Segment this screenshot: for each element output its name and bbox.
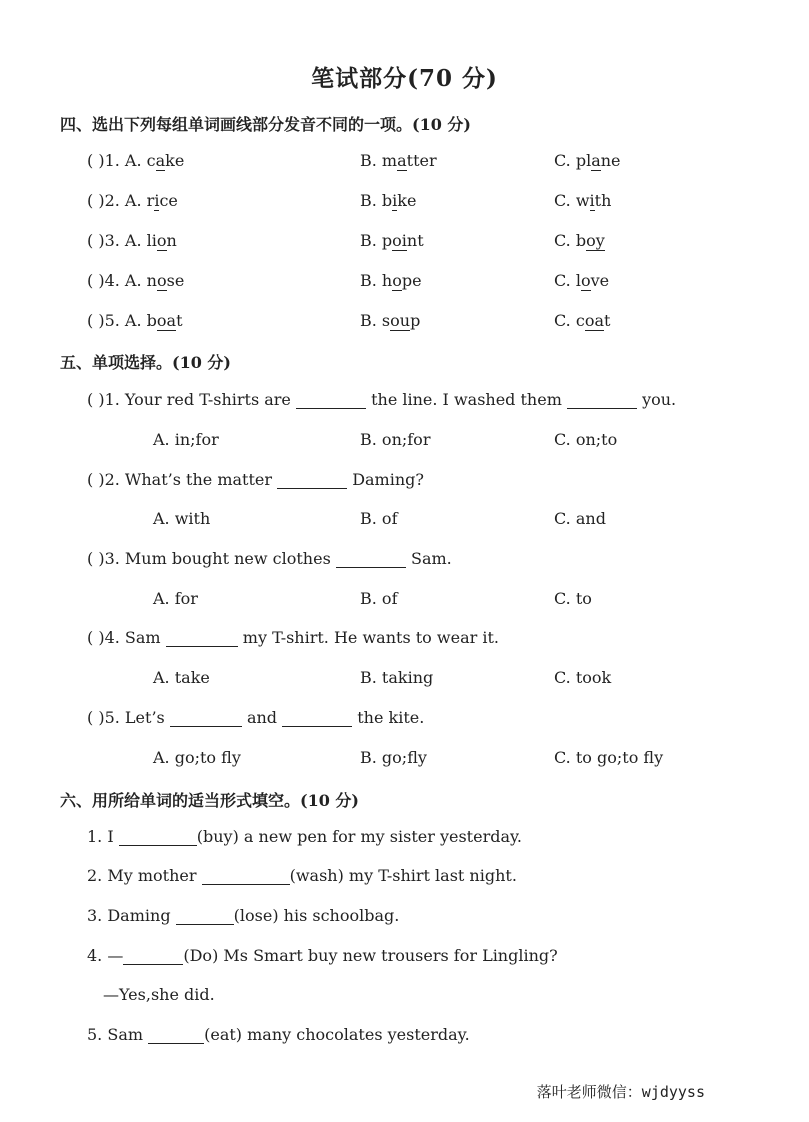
section-5-heading: 五、单项选择。(10 分) (60, 353, 231, 372)
sec5-question-5: ( )5. Let’s and the kite. (87, 708, 425, 727)
option-a: A. with (153, 509, 211, 528)
q-num: ( )4. A. nose (87, 271, 185, 290)
sec6-question-3: 3. Daming (lose) his schoolbag. (87, 906, 400, 925)
option-b: B. matter (360, 151, 437, 170)
answer-blank[interactable] (148, 1027, 204, 1044)
option-a: A. go;to fly (153, 748, 241, 767)
option-c: C. boy (554, 231, 605, 250)
answer-blank[interactable] (202, 868, 290, 885)
option-b: B. soup (360, 311, 421, 330)
sec6-question-4: 4. — (Do) Ms Smart buy new trousers for Lingling? (87, 946, 558, 965)
option-c: C. and (554, 509, 606, 528)
option-b: B. of (360, 509, 398, 528)
answer-blank[interactable] (176, 908, 234, 925)
answer-blank[interactable] (170, 710, 242, 727)
sec6-question-1: 1. I (buy) a new pen for my sister yesterday. (87, 827, 523, 846)
q-num: ( )3. A. lion (87, 231, 177, 250)
option-c: C. to (554, 589, 592, 608)
section-6-heading: 六、用所给单词的适当形式填空。(10 分) (60, 791, 359, 810)
option-c: C. love (554, 271, 610, 290)
option-c: C. plane (554, 151, 621, 170)
sec5-question-4: ( )4. Sam my T-shirt. He wants to wear it. (87, 628, 499, 647)
option-b: B. of (360, 589, 398, 608)
section-4-heading: 四、选出下列每组单词画线部分发音不同的一项。(10 分) (60, 115, 471, 134)
option-b: B. hope (360, 271, 422, 290)
q-num: ( )2. A. rice (87, 191, 178, 210)
answer-blank[interactable] (166, 630, 238, 647)
option-c: C. with (554, 191, 612, 210)
answer-blank[interactable] (296, 392, 366, 409)
sec5-question-1: ( )1. Your red T-shirts are the line. I washed them you. (87, 390, 677, 409)
option-c: C. on;to (554, 430, 618, 449)
answer-blank[interactable] (123, 948, 183, 965)
q-num: ( )1. A. cake (87, 151, 185, 170)
answer-blank[interactable] (282, 710, 352, 727)
sec6-question-2: 2. My mother (wash) my T-shirt last night. (87, 866, 517, 885)
sec5-question-2: ( )2. What’s the matter Daming? (87, 470, 424, 489)
q-num: ( )5. A. boat (87, 311, 183, 330)
option-c: C. to go;to fly (554, 748, 664, 767)
answer-blank[interactable] (277, 472, 347, 489)
page-title: 笔试部分(70 分) (311, 65, 498, 92)
option-b: B. bike (360, 191, 417, 210)
option-a: A. in;for (153, 430, 219, 449)
option-c: C. took (554, 668, 612, 687)
sec5-question-3: ( )3. Mum bought new clothes Sam. (87, 549, 452, 568)
option-b: B. go;fly (360, 748, 427, 767)
option-c: C. coat (554, 311, 611, 330)
answer-blank[interactable] (336, 551, 406, 568)
answer-blank[interactable] (119, 829, 197, 846)
answer-blank[interactable] (567, 392, 637, 409)
sec6-question-5: 5. Sam (eat) many chocolates yesterday. (87, 1025, 470, 1044)
option-b: B. taking (360, 668, 434, 687)
option-b: B. point (360, 231, 424, 250)
sec6-answer-example: —Yes,she did. (103, 985, 215, 1004)
footer-watermark: 落叶老师微信：wjdyyss (536, 1083, 705, 1101)
option-b: B. on;for (360, 430, 431, 449)
option-a: A. take (153, 668, 210, 687)
option-a: A. for (153, 589, 198, 608)
